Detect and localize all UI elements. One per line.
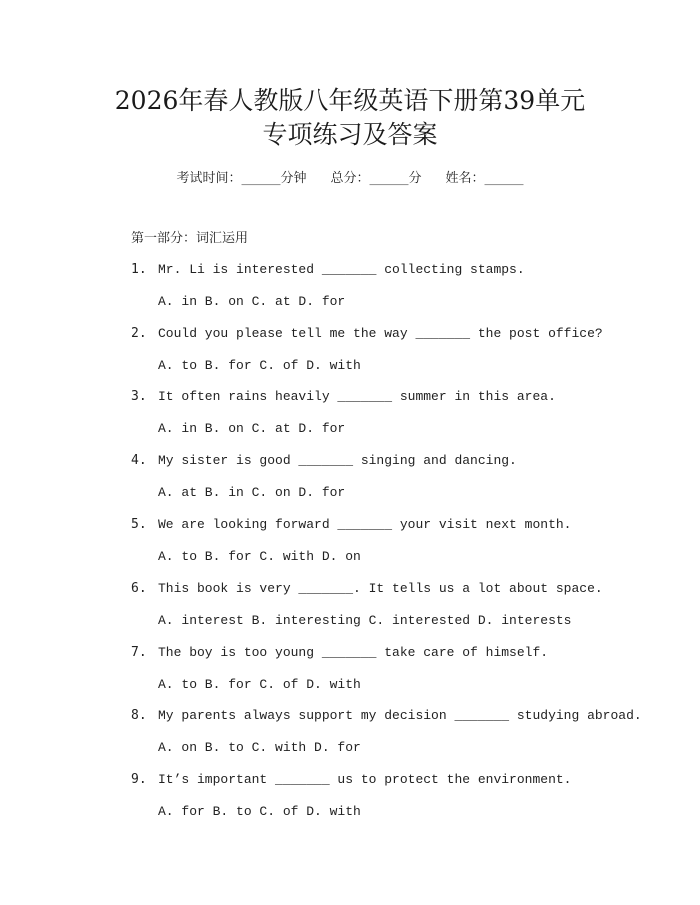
question-text: Mr. Li is interested _______ collecting stamps. bbox=[158, 262, 525, 277]
document-title-line-2: 专项练习及答案 bbox=[262, 120, 438, 149]
question-number: 8. bbox=[131, 708, 147, 723]
question-text: My sister is good _______ singing and dancing. bbox=[158, 453, 517, 468]
question-number: 3. bbox=[131, 389, 147, 404]
question-options: A. to B. for C. with D. on bbox=[158, 549, 361, 564]
section-title: 第一部分：词汇运用 bbox=[131, 231, 249, 246]
question-text: It often rains heavily _______ summer in this area. bbox=[158, 389, 556, 404]
question-number: 9. bbox=[131, 772, 147, 787]
question-options: A. for B. to C. of D. with bbox=[158, 804, 361, 819]
question-options: A. on B. to C. with D. for bbox=[158, 740, 361, 755]
question-number: 6. bbox=[131, 581, 147, 596]
document-title-line-1: 2026年春人教版八年级英语下册第39单元 bbox=[114, 86, 586, 115]
question-options: A. in B. on C. at D. for bbox=[158, 294, 346, 309]
question-number: 1. bbox=[131, 262, 147, 277]
exam-info-row bbox=[0, 170, 700, 188]
question-number: 2. bbox=[131, 326, 147, 341]
question-text: We are looking forward _______ your visit next month. bbox=[158, 517, 572, 532]
total-score-label: 总分：______分 bbox=[330, 171, 422, 186]
question-number: 7. bbox=[131, 645, 147, 660]
exam-time-label: 考试时间：______分钟 bbox=[176, 171, 307, 186]
question-options: A. in B. on C. at D. for bbox=[158, 421, 346, 436]
question-options: A. to B. for C. of D. with bbox=[158, 677, 361, 692]
question-text: The boy is too young _______ take care of himself. bbox=[158, 645, 549, 660]
student-name-label: 姓名：______ bbox=[445, 171, 524, 186]
question-options: A. at B. in C. on D. for bbox=[158, 485, 346, 500]
question-text: This book is very _______. It tells us a lot about space. bbox=[158, 581, 603, 596]
question-text: Could you please tell me the way _______ the post office? bbox=[158, 326, 603, 341]
question-options: A. to B. for C. of D. with bbox=[158, 358, 361, 373]
question-number: 4. bbox=[131, 453, 147, 468]
question-options: A. interest B. interesting C. interested D. interests bbox=[158, 613, 572, 628]
question-number: 5. bbox=[131, 517, 147, 532]
question-text: My parents always support my decision _______ studying abroad. bbox=[158, 708, 642, 723]
question-text: It’s important _______ us to protect the environment. bbox=[158, 772, 572, 787]
